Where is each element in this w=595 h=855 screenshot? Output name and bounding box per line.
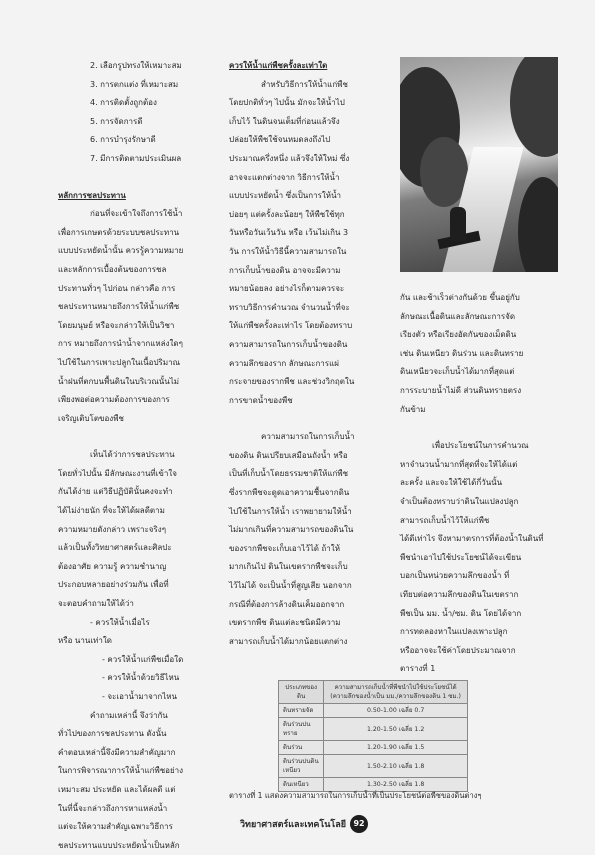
text-line: ได้ไม่ง่ายนัก ที่จะให้ได้ผลดีตาม bbox=[58, 506, 165, 516]
page-number: 92 bbox=[350, 815, 368, 833]
list-item: - ควรให้น้ำแก่พืชเมื่อใด bbox=[102, 654, 184, 664]
table-cell-soil: ดินร่วนปนดินเหนียว bbox=[279, 755, 324, 778]
table-cell-value: 1.20-1.50 เฉลี่ย 1.2 bbox=[324, 718, 468, 741]
paragraph bbox=[400, 289, 560, 419]
section-heading: หลักการชลประทาน bbox=[58, 190, 126, 200]
text-line: การเก็บน้ำของดิน อาจจะมีความ bbox=[229, 265, 341, 275]
text-line: ก่อนที่จะเข้าใจถึงการใช้น้ำ bbox=[90, 209, 183, 219]
text-line: ตารางที่ 1 bbox=[400, 664, 436, 674]
paragraph bbox=[400, 437, 560, 679]
text-line: ชลประทานแบบประหยัดน้ำเป็นหลัก bbox=[58, 840, 180, 850]
text-line: แต่จะให้ความสำคัญเฉพาะวิธีการ bbox=[58, 822, 173, 832]
list-item: - ควรให้น้ำด้วยวิธีไหน bbox=[102, 673, 180, 683]
table-header-row bbox=[279, 681, 468, 704]
text-line: บ่อยๆ แต่ครั้งละน้อยๆ ให้พืชใช้ทุก bbox=[229, 209, 345, 219]
text-line: ละครั้ง และจะให้ใช้ได้กี่วันนั้น bbox=[400, 478, 503, 488]
table-cell-soil: ดินทรายจัด bbox=[279, 704, 324, 718]
text-line: ปล่อยให้พืชใช้จนหมดลงถึงไป bbox=[229, 135, 331, 145]
text-line: และหลักการเบื้องต้นของการชล bbox=[58, 264, 167, 274]
paragraph bbox=[229, 428, 389, 651]
text-line: วันหรือวันเว้นวัน หรือ เว้นไม่เกิน 3 bbox=[229, 228, 349, 238]
list-item: 5. การจัดการดี bbox=[90, 116, 143, 126]
column-middle bbox=[229, 57, 389, 651]
text-line: เจริญเติบโตของพืช bbox=[58, 413, 124, 423]
text-line: ต้องอาศัย ความรู้ ความชำนาญ bbox=[58, 561, 167, 571]
text-line: การทดลองหาในแปลงเพาะปลูก bbox=[400, 627, 508, 637]
list-item: 2. เลือกรูปทรงให้เหมาะสม bbox=[90, 61, 182, 70]
text-line: เพียงพอต่อความต้องการของการ bbox=[58, 395, 170, 405]
text-line: ไม่มากเกินที่ความสามารถของดินใน bbox=[229, 525, 354, 535]
text-line: สำหรับวิธีการให้น้ำแก่พืช bbox=[261, 79, 348, 89]
text-line: ความลึกของราก ลักษณะการแผ่ bbox=[229, 358, 339, 368]
text-line: โดยมนุษย์ หรือจะกล่าวให้เป็นวิชา bbox=[58, 320, 175, 330]
list-item: 3. การตกแต่ง ที่เหมาะสม bbox=[90, 79, 179, 89]
text-line: คำตอบเหล่านี้จึงมีความสำคัญมาก bbox=[58, 747, 176, 757]
text-line: ความหมายดังกล่าว เพราะจริงๆ bbox=[58, 524, 166, 534]
table-cell-value: 0.50-1.00 เฉลี่ย 0.7 bbox=[324, 704, 468, 718]
text-line: เหมาะสม ประหยัด และได้ผลดี แต่ bbox=[58, 784, 176, 794]
paragraph bbox=[229, 76, 389, 411]
text-line: การขาดน้ำของพืช bbox=[229, 395, 293, 405]
text-line: หรืออาจจะใช้ค่าโดยประมาณจาก bbox=[400, 645, 516, 655]
page-footer bbox=[240, 815, 368, 833]
text-line: สามารถเก็บน้ำได้มากน้อยแตกต่าง bbox=[229, 636, 348, 646]
text-line: จะตอบคำถามให้ได้ว่า bbox=[58, 599, 134, 609]
text-line: การ หมายถึงการนำน้ำจากแหล่งใดๆ bbox=[58, 339, 183, 349]
text-line: แบบประหยัดน้ำ ซึ่งเป็นการให้น้ำ bbox=[229, 191, 342, 201]
text-line: เก็บไว้ ในดินจนเต็มที่ก่อนแล้วจึง bbox=[229, 116, 340, 126]
text-line: ของรากพืชจะเก็บเอาไว้ได้ ถ้าให้ bbox=[229, 543, 340, 553]
text-line: ประกอบหลายอย่างร่วมกัน เพื่อที่ bbox=[58, 580, 169, 590]
table-cell-soil: ดินร่วน bbox=[279, 741, 324, 755]
text-line: วัน การให้น้ำวิธีนี้ความสามารถใน bbox=[229, 246, 347, 256]
text-line: ทั่วไปของการชลประทาน ดังนั้น bbox=[58, 729, 167, 739]
text-line: ลักษณะเนื้อดินและลักษณะการจัด bbox=[400, 311, 516, 321]
text-line: หมายน้อยลง อย่างไรก็ตามควรจะ bbox=[229, 284, 345, 294]
text-line: ไปใช้ในการให้น้ำ เราพยายามให้น้ำ bbox=[229, 506, 352, 516]
text-line: กรณีที่ต้องการล้างดินเค็มออกจาก bbox=[229, 599, 345, 609]
text-line: เรียงตัว หรือเรียงอัดกันของเม็ดดิน bbox=[400, 330, 517, 340]
journal-title: วิทยาศาสตร์และเทคโนโลยี bbox=[240, 820, 347, 830]
table-row bbox=[279, 704, 468, 718]
text-line: โดยทั่วไปนั้น มีลักษณะงานที่เข้าใจ bbox=[58, 468, 177, 478]
table-cell-value: 1.20-1.90 เฉลี่ย 1.5 bbox=[324, 741, 468, 755]
text-line: แบบประหยัดน้ำนั้น ควรรู้ความหมาย bbox=[58, 246, 184, 256]
paragraph bbox=[58, 707, 216, 855]
text-line: เห็นได้ว่าการชลประทาน bbox=[90, 450, 175, 460]
list-item: 4. การติดตั้งถูกต้อง bbox=[90, 98, 157, 108]
text-line: ชลประทานหมายถึงการให้น้ำแก่พืช bbox=[58, 302, 180, 312]
photo-irrigation-channel bbox=[400, 57, 558, 272]
text-line: น้ำฝนที่ตกบนพื้นดินในบริเวณนั้นไม่ bbox=[58, 376, 180, 386]
text-line: เช่น ดินเหนียว ดินร่วน และดินทราย bbox=[400, 348, 524, 358]
text-line: เป็นที่เก็บน้ำโดยธรรมชาติให้แก่พืช bbox=[229, 469, 349, 479]
table-row bbox=[279, 741, 468, 755]
table-row bbox=[279, 718, 468, 741]
text-line: เขตรากพืช ดินแต่ละชนิดมีความ bbox=[229, 618, 341, 628]
text-line: บอกเป็นหน่วยความลึกของน้ำ ที่ bbox=[400, 571, 510, 581]
table-cell-value: 1.50-2.10 เฉลี่ย 1.8 bbox=[324, 755, 468, 778]
column-right bbox=[400, 289, 560, 679]
column-left bbox=[58, 57, 216, 855]
text-line: สามารถเก็บน้ำไว้ให้แก่พืช bbox=[400, 515, 490, 525]
text-line: กันได้ง่าย แต่วิธีปฏิบัตินั้นคงจะทำ bbox=[58, 487, 173, 497]
table-cell-soil: ดินเหนียว bbox=[279, 778, 324, 792]
table-header-soil-type: ประเภทของดิน bbox=[279, 681, 324, 704]
question-list bbox=[58, 614, 216, 707]
text-line: พืชนำเอาไปใช้ประโยชน์ได้จะเขียน bbox=[400, 552, 522, 562]
text-line: ในการพิจารณาการให้น้ำแก่พืชอย่าง bbox=[58, 766, 184, 776]
list-item: 6. การบำรุงรักษาดี bbox=[90, 135, 156, 145]
text-line: ประทานทั่วๆ ไปก่อน กล่าวคือ การ bbox=[58, 283, 176, 293]
text-line: หาจำนวนน้ำมากที่สุดที่จะให้ได้แต่ bbox=[400, 459, 518, 469]
text-line: ซึ่งรากพืชจะดูดเอาความชื้นจากดิน bbox=[229, 488, 350, 498]
table-caption: ตารางที่ 1 แสดงความสามารถในการเก็บน้ำที่เป็นประโยชน์ต่อพืชของดินต่างๆ bbox=[229, 791, 482, 800]
text-line: ความสามารถในการเก็บน้ำ bbox=[261, 432, 355, 442]
text-line: ทราบวิธีการคำนวณ จำนวนน้ำที่จะ bbox=[229, 302, 350, 312]
text-line: ได้ดีเท่าไร จึงหามาตรการที่ต้องน้ำในดินที่ bbox=[400, 534, 544, 544]
text-line: จำเป็นต้องทราบว่าดินในแปลงปลูก bbox=[400, 496, 519, 506]
text-line: ของดิน ดินเปรียบเสมือนถังน้ำ หรือ bbox=[229, 450, 348, 460]
text-line: กัน และช้าเร็วต่างกันด้วย ขึ้นอยู่กับ bbox=[400, 293, 520, 302]
list-item: 7. มีการติดตามประเมินผล bbox=[90, 153, 182, 163]
table-cell-soil: ดินร่วนปนทราย bbox=[279, 718, 324, 741]
paragraph bbox=[58, 446, 216, 613]
text-line: การระบายน้ำไม่ดี ส่วนดินทรายตรง bbox=[400, 385, 522, 395]
text-line: ความสามารถในการเก็บน้ำของดิน bbox=[229, 339, 348, 349]
soil-water-table bbox=[278, 680, 468, 792]
list-item: - จะเอาน้ำมาจากไหน bbox=[102, 692, 177, 701]
text-line: ให้แก่พืชครั้งละเท่าไร โดยต้องทราบ bbox=[229, 321, 353, 331]
table-header-water-capacity: ความสามารถเก็บน้ำที่พืชนำไปใช้ประโยชน์ได้ (ความลึกของน้ำเป็น มม./ความลึกของดิน 1 ซม.) bbox=[324, 681, 468, 704]
text-line: กระจายของรากพืช และช่วงวิกฤตใน bbox=[229, 377, 355, 387]
text-line: ดินเหนียวจะเก็บน้ำได้มากที่สุดแต่ bbox=[400, 367, 515, 377]
paragraph bbox=[58, 205, 216, 428]
table-row bbox=[279, 755, 468, 778]
list-item: - ควรให้น้ำเมื่อไร bbox=[90, 617, 150, 627]
section-heading: ควรให้น้ำแก่พืชครั้งละเท่าใด bbox=[229, 61, 328, 70]
table-cell-value: 1.30-2.50 เฉลี่ย 1.8 bbox=[324, 778, 468, 792]
text-line: เทียบต่อความลึกของดินในเขตราก bbox=[400, 589, 519, 599]
text-line: ไปใช้ในการเพาะปลูกในเนื้อปริมาณ bbox=[58, 357, 181, 367]
text-line: เพื่อการเกษตรด้วยระบบชลประทาน bbox=[58, 227, 180, 237]
text-line: อาจจะแตกต่างจาก วิธีการให้น้ำ bbox=[229, 172, 340, 182]
numbered-list bbox=[58, 57, 216, 169]
text-line: ในที่นี้จะกล่าวถึงการหาแหล่งน้ำ bbox=[58, 803, 168, 813]
text-line: แล้วเป็นทั้งวิทยาศาสตร์และศิลปะ bbox=[58, 543, 172, 553]
text-line: ประมาณครึ่งหนึ่ง แล้วจึงให้ใหม่ ซึ่ง bbox=[229, 153, 350, 163]
list-item: หรือ นานเท่าใด bbox=[58, 636, 112, 646]
text-line: ไว้ไม่ได้ จะเป็นน้ำที่สูญเสีย นอกจาก bbox=[229, 581, 352, 591]
text-line: คำถามเหล่านี้ จึงว่ากัน bbox=[90, 710, 168, 720]
text-line: โดยปกติทั่วๆ ไปนั้น มักจะให้น้ำไป bbox=[229, 98, 345, 108]
text-line: กันข้าม bbox=[400, 404, 426, 414]
text-line: เพื่อประโยชน์ในการคำนวณ bbox=[432, 441, 529, 451]
text-line: พืชเป็น มม. น้ำ/ซม. ดิน โดยได้จาก bbox=[400, 608, 522, 618]
text-line: มากเกินไป ดินในเขตรากพืชจะเก็บ bbox=[229, 562, 348, 572]
